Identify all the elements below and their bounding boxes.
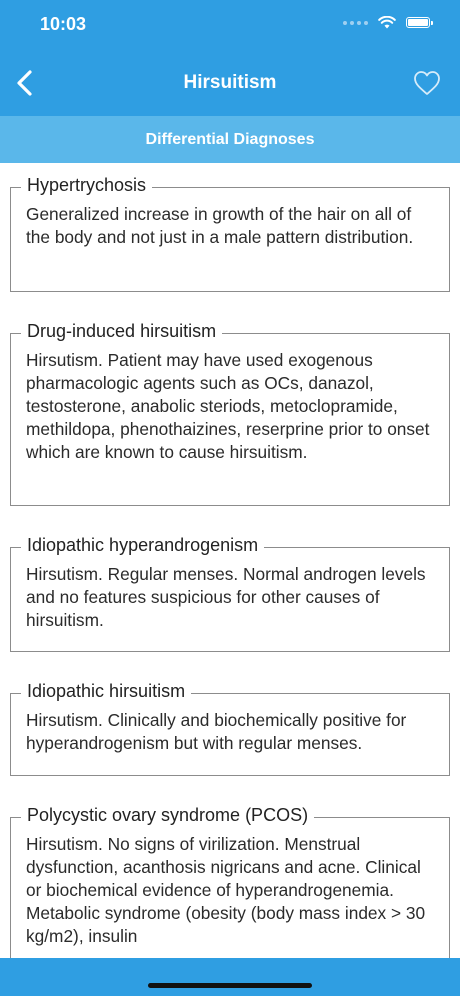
wifi-icon	[378, 16, 396, 29]
diagnosis-card	[10, 805, 450, 958]
favorite-button[interactable]	[412, 68, 442, 98]
cellular-signal-icon	[343, 21, 368, 25]
battery-icon	[406, 17, 430, 28]
diagnosis-title: Drug-induced hirsuitism	[21, 321, 222, 342]
diagnosis-title: Idiopathic hirsuitism	[21, 681, 191, 702]
nav-header	[0, 0, 460, 116]
section-title: Differential Diagnoses	[0, 116, 460, 163]
bottom-bar	[0, 958, 460, 996]
status-icons	[343, 16, 430, 29]
home-indicator[interactable]	[148, 983, 312, 988]
diagnosis-title: Hypertrychosis	[21, 175, 152, 196]
diagnoses-list[interactable]	[0, 163, 460, 958]
diagnosis-description: Hirsutism. Patient may have used exogenous pharmacologic agents such as OCs, danazol, testosterone, anabolic steriods, metoclopramide, methildopa, phenothaizines, reserprine prior to onset which are known to cause hirsuitism.	[26, 350, 430, 462]
diagnosis-description: Hirsutism. Regular menses. Normal androgen levels and no features suspicious for other causes of hirsuitism.	[26, 564, 426, 630]
diagnosis-card	[10, 535, 450, 652]
diagnosis-description: Generalized increase in growth of the hair on all of the body and not just in a male pattern distribution.	[26, 204, 414, 247]
diagnosis-title: Idiopathic hyperandrogenism	[21, 535, 264, 556]
diagnosis-description: Hirsutism. Clinically and biochemically positive for hyperandrogenism but with regular menses.	[26, 710, 407, 753]
diagnosis-description: Hirsutism. No signs of virilization. Menstrual dysfunction, acanthosis nigricans and acne. Clinical or biochemical evidence of hyperandrogenemia. Metabolic syndrome (obesity (body mass index > 30 kg/m2), insulin	[26, 834, 426, 946]
diagnosis-card	[10, 175, 450, 292]
heart-outline-icon	[412, 68, 442, 98]
page-title: Hirsuitism	[183, 72, 277, 93]
status-time: 10:03	[40, 14, 87, 34]
diagnosis-title: Polycystic ovary syndrome (PCOS)	[21, 805, 314, 826]
diagnosis-card	[10, 681, 450, 776]
diagnosis-card	[10, 321, 450, 506]
